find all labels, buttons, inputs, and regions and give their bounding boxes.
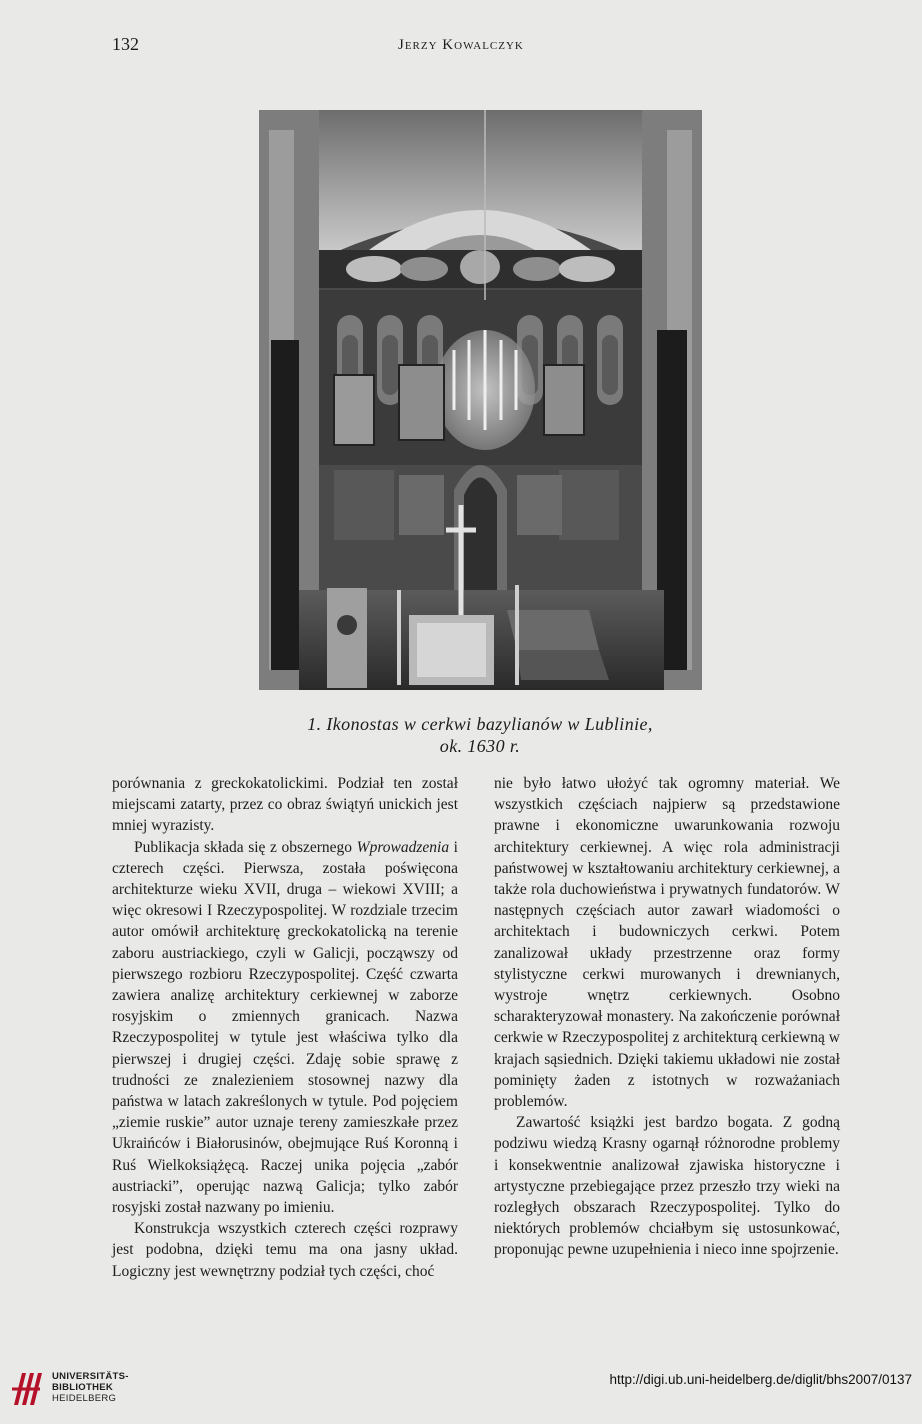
logo-line-1: UNIVERSITÄTS-	[52, 1371, 129, 1382]
paragraph-text: Publikacja składa się z obszernego	[134, 838, 357, 856]
paragraph: Zawartość książki jest bardzo bogata. Z godną podziwu wiedzą Krasny ogarnął różnorodne problemy i konsekwentnie analizował zjawiska historyczne i artystyczne przebiegające przez przeszło trzy wieki na rozległych obszarach Rzeczypospolitej. Tylko do niektórych problemów chciałbym się ustosunkować, proponując pewne uzupełnienia i nieco inne spojrzenie.	[494, 1114, 840, 1259]
running-title: Jerzy Kowalczyk	[398, 37, 524, 53]
figure-caption	[200, 713, 760, 757]
logo-line-2: BIBLIOTHEK	[52, 1382, 114, 1393]
photo-illustration	[259, 110, 702, 690]
paragraph: Konstrukcja wszystkich czterech części rozprawy jest podobna, dzięki temu ma ona jasny układ. Logiczny jest wewnętrzny podział tych części, choć	[112, 1220, 458, 1280]
paragraph	[112, 837, 458, 1219]
logo-line-3: HEIDELBERG	[52, 1393, 117, 1404]
right-text-column	[494, 773, 840, 1261]
caption-line-2: ok. 1630 r.	[439, 736, 521, 756]
left-text-column	[112, 773, 458, 1282]
library-emblem-icon	[10, 1369, 44, 1409]
italic-title: Wprowadzenia	[356, 838, 450, 856]
paragraph: nie było łatwo ułożyć tak ogromny materiał. We wszystkich częściach najpierw są przedstawione prawne i ekonomiczne uwarunkowania rozwoju architektury cerkiewnej. A więc rola administracji państwowej w kształtowaniu architektury cerkiewnej, a także rola duchowieństwa i prywatnych fundatorów. W następnych częściach autor zawarł wiadomości o architektach i budowniczych cerkwi. Potem zanalizował układy przestrzenne oraz formy stylistyczne cerkwi murowanych i drewnianych, wystroje wnętrz cerkiewnych. Osobno scharakteryzował monastery. Na zakończenie porównał cerkwie w Rzeczypospolitej z architekturą cerkiewną w krajach sąsiednich. Dzięki takiemu układowi nie został pominięty żaden z istotnych w rozważaniach problemów.	[494, 775, 841, 1111]
paragraph-text: i czterech części. Pierwsza, została poświęcona architekturze wieku XVII, druga – wiekowi XVIII; a więc okresowi I Rzeczypospolitej. W rozdziale trzecim autor omówił architekturę greckokatolicką na terenie zaboru austriackiego, czyli w Galicji, począwszy od pierwszego rozbioru Rzeczypospolitej. Część czwarta zawiera analizę architektury cerkiewnej w zaborze rosyjskim o zmiennych granicach. Nazwa Rzeczypospolitej w tytule jest właściwa tylko dla pierwszej i drugiej części. Zdaję sobie sprawę z trudności ze znalezieniem stosownej nazwy dla państwa w latach zakreślonych w tytule. Pod pojęciem „ziemie ruskie” autor uznaje tereny zamieszkałe przez Ukraińców i Białorusinów, obejmujące Ruś Koronną i Ruś Wielkoksiążęcą. Raczej unika pojęcia „zabór austriacki”, operując nazwą Galicja; tylko zabór rosyjski został nazwany po imieniu.	[112, 838, 458, 1217]
caption-line-1: 1. Ikonostas w cerkwi bazylianów w Lublinie,	[307, 714, 653, 734]
page-number: 132	[112, 34, 139, 54]
iconostasis-photograph	[259, 110, 702, 690]
source-url-link[interactable]: http://digi.ub.uni-heidelberg.de/diglit/bhs2007/0137	[609, 1372, 912, 1387]
library-logo[interactable]	[10, 1366, 130, 1416]
paragraph: porównania z greckokatolickimi. Podział ten został miejscami zatarty, przez co obraz świątyń unickich jest mniej wyrazisty.	[112, 775, 458, 835]
